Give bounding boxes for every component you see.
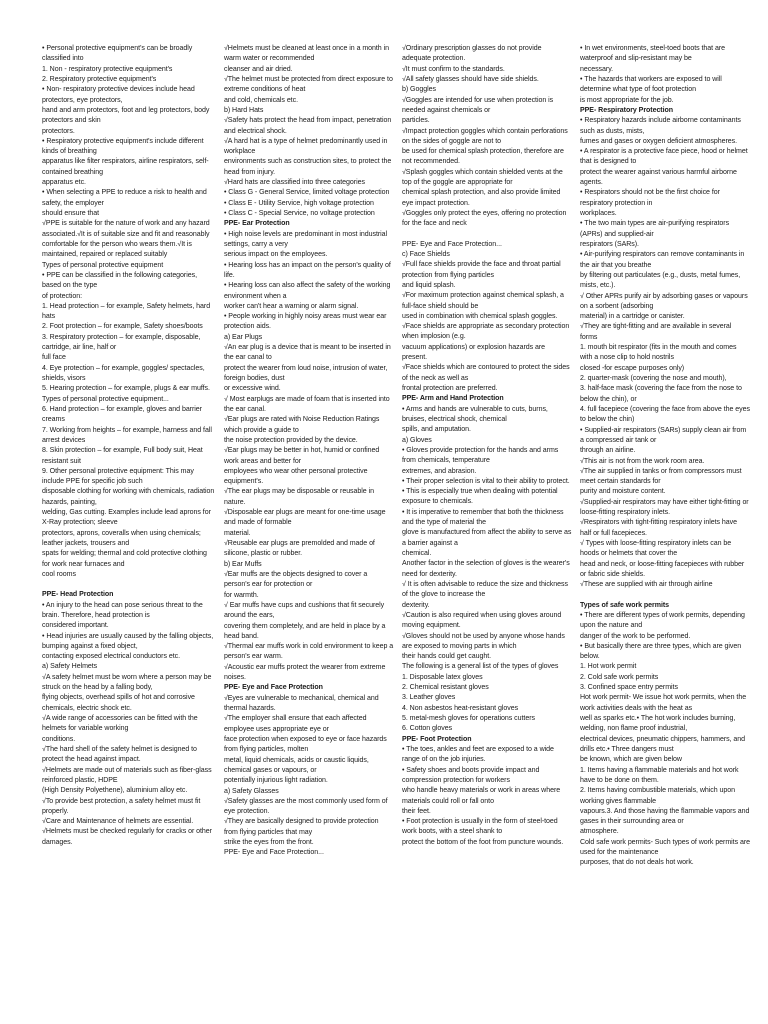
text-line: or excessive wind. xyxy=(223,385,281,393)
text-line: considered important. xyxy=(42,622,109,630)
text-line: √Ordinary prescription glasses do not provide adequate protection. xyxy=(401,45,544,63)
text-line: well as sparks etc.• The hot work includes burning, welding, non flame proof industrial, xyxy=(580,715,738,733)
text-line: √The hard shell of the safety helmet is designed to protect the head against impact. xyxy=(42,745,199,764)
text-line: √Supplied-air respirators may have either tight-fitting or loose-fitting respiratory inlets. xyxy=(580,498,751,517)
section-heading: PPE- Head Protection xyxy=(42,591,114,599)
text-line: 1. Hot work permit xyxy=(580,663,637,671)
text-line: a) Gloves xyxy=(401,436,432,444)
text-line: cool rooms xyxy=(42,570,76,578)
text-line: √These are supplied with air through airline xyxy=(580,581,713,589)
text-line: • People working in highly noisy areas must wear ear protection aids. xyxy=(223,313,389,331)
text-line: PPE- Eye and Face Protection... xyxy=(223,849,324,857)
text-line: √Thermal ear muffs work in cold environment to keep a person's ear warm. xyxy=(223,643,396,661)
text-line: for warmth. xyxy=(223,591,259,599)
text-line: spills, and amputation. xyxy=(401,426,471,434)
text-line: welding, Gas cutting. Examples include lead aprons for X-Ray protection; sleeve xyxy=(42,509,213,527)
text-line: √Gloves should not be used by anyone whose hands are exposed to moving parts in which xyxy=(401,632,567,650)
text-line: √The employer shall ensure that each affected employee uses appropriate eye or xyxy=(223,715,369,733)
text-line: glove is manufactured from affect the ability to serve as a barrier against a xyxy=(401,529,574,547)
text-line: 4. Non asbestos heat-resistant gloves xyxy=(401,704,519,712)
text-line: √A wide range of accessories can be fitted with the helmets for variable working xyxy=(42,715,200,733)
text-line: • Non- respiratory protective devices include head protectors, eye protectors, xyxy=(42,86,197,104)
text-line: 2. Foot protection – for example, Safety shoes/boots xyxy=(42,323,203,331)
text-line: used in combination with chemical splash goggles. xyxy=(401,312,558,320)
text-line: • Respirators should not be the first choice for respiratory protection in xyxy=(580,189,722,207)
text-line: 2. quarter-mask (covering the nose and mouth), xyxy=(580,375,727,382)
text-line: dexterity. xyxy=(401,601,430,609)
text-line: √Disposable ear plugs are meant for one-time usage and made of formable xyxy=(223,509,388,527)
text-line: vacuum applications) or explosion hazards are present. xyxy=(401,343,547,362)
text-line: 1. Non - respiratory protective equipment's xyxy=(42,65,173,73)
text-line: • The toes, ankles and feet are exposed to a wide range of on the job injuries. xyxy=(401,745,556,764)
text-line: 2. Respiratory protective equipment's xyxy=(42,75,157,83)
text-line: • A respirator is a protective face piece, hood or helmet that is designed to xyxy=(580,148,750,166)
text-line: √Respirators with tight-fitting respiratory inlets have half or full facepieces. xyxy=(580,519,739,537)
text-line: • Their proper selection is vital to their ability to protect. xyxy=(401,477,570,485)
section-heading: Types of safe work permits xyxy=(580,601,670,609)
text-line: √To provide best protection, a safety helmet must fit properly. xyxy=(42,797,203,815)
text-line: √The air supplied in tanks or from compressors must meet certain standards for xyxy=(580,467,744,486)
text-line: √Helmets must be checked regularly for cracks or other damages. xyxy=(42,828,214,846)
text-line: 3. Leather gloves xyxy=(401,694,456,702)
text-line: 2. Cold safe work permits xyxy=(580,673,659,681)
text-line: • Personal protective equipment's can be broadly classified into xyxy=(42,45,195,63)
text-line: serious impact on the employees. xyxy=(223,251,328,259)
text-line: • High noise levels are predominant in most industrial settings, carry a very xyxy=(223,230,389,248)
text-line: √Reusable ear plugs are premolded and made of silicone, plastic or rubber. xyxy=(223,540,377,558)
text-line: • When selecting a PPE to reduce a risk to health and safety, the employer xyxy=(42,189,209,207)
text-line: workplaces. xyxy=(580,210,617,217)
text-line: apparatus etc. xyxy=(42,179,86,187)
text-line: a) Ear Plugs xyxy=(223,333,263,341)
text-line: b) Goggles xyxy=(401,86,436,94)
text-line: √This air is not from the work room area. xyxy=(580,457,705,465)
text-line: √For maximum protection against chemical splash, a full-face shield should be xyxy=(401,292,566,310)
text-line: their feet. xyxy=(401,807,431,815)
text-line: 7. Working from heights – for example, harness and fall arrest devices xyxy=(42,426,214,444)
text-line: and liquid splash. xyxy=(401,281,456,289)
text-line: √They are tight-fitting and are available in several forms xyxy=(580,323,734,341)
text-line: √Face shields are appropriate as secondary protection when implosion (e.g. xyxy=(401,323,572,341)
text-line: employees who wear other personal protective equipment's. xyxy=(223,467,370,486)
text-line: √Face shields which are contoured to protect the sides of the neck as well as xyxy=(401,364,572,382)
text-line: be used for chemical splash protection, therefore are not recommended. xyxy=(401,148,566,166)
text-line: full face xyxy=(42,354,66,362)
text-line: 3. half-face mask (covering the face from the nose to below the chin), or xyxy=(580,385,744,403)
text-line: Cold safe work permits- Such types of work permits are used for the maintenance xyxy=(580,838,752,857)
text-line: disposable clothing for working with chemicals, radiation hazards, painting, xyxy=(42,488,217,506)
text-line: √Acoustic ear muffs protect the wearer from extreme noises. xyxy=(223,663,388,682)
text-line: 3. Confined space entry permits xyxy=(580,684,678,692)
text-line: respirators (SARs). xyxy=(580,240,639,248)
text-line: • Head injuries are usually caused by the falling objects, bumping against a fixed object, xyxy=(42,632,216,650)
text-line: be known, which are given below xyxy=(580,756,682,764)
text-line: Another factor in the selection of gloves is the wearer's need for dexterity. xyxy=(401,560,572,578)
text-line: √An ear plug is a device that is meant to be inserted in the ear canal to xyxy=(223,344,393,362)
text-line: √Safety glasses are the most commonly used form of eye protection. xyxy=(223,797,390,816)
text-line: necessary. xyxy=(580,65,614,73)
text-line: fumes and gases or oxygen deficient atmospheres. xyxy=(580,137,738,145)
text-line: chemical splash protection, and also provide limited eye impact protection. xyxy=(401,189,563,207)
text-line: 4. Eye protection – for example, goggles/ spectacles, shields, visors xyxy=(42,364,207,382)
text-column-4 xyxy=(580,44,750,1024)
text-line: √Safety hats protect the head from impact, penetration and electrical shock. xyxy=(223,117,394,135)
text-line: • But basically there are three types, which are given below. xyxy=(580,642,744,661)
text-line: chemical. xyxy=(401,550,432,557)
text-line: purposes, that do not deals hot work. xyxy=(580,859,694,867)
text-line: should ensure that xyxy=(42,210,100,217)
text-line: 9. Other personal protective equipment: This may include PPE for specific job such xyxy=(42,467,196,486)
text-column-1 xyxy=(42,44,216,1024)
section-heading: PPE- Respiratory Protection xyxy=(580,106,674,114)
text-line: • In wet environments, steel-toed boots that are waterproof and slip-resistant may be xyxy=(580,45,727,63)
text-line: 2. Items having combustible materials, which upon working gives flammable xyxy=(580,787,737,805)
section-heading: PPE- Ear Protection xyxy=(223,220,290,228)
text-line: flying objects, overhead spills of hot and corrosive chemicals, electric shock etc. xyxy=(42,694,197,712)
text-line: • Class G - General Service, limited voltage protection xyxy=(223,189,390,197)
text-line: b) Hard Hats xyxy=(223,106,264,114)
text-column-3 xyxy=(402,44,572,1024)
text-line: • Supplied-air respirators (SARs) supply clean air from a compressed air tank or xyxy=(580,426,749,444)
text-line: • An injury to the head can pose serious threat to the brain. Therefore, head protection is xyxy=(42,601,205,619)
paragraph-spacer xyxy=(402,230,572,240)
text-line: 4. full facepiece (covering the face from above the eyes to below the chin) xyxy=(580,405,752,424)
text-line: • Class E - Utility Service, high voltage protection xyxy=(223,199,374,207)
text-line: √It must confirm to the standards. xyxy=(401,65,505,73)
text-line: √Impact protection goggles which contain perforations on the sides of goggle are not to xyxy=(401,127,570,145)
text-line: purity and moisture content. xyxy=(580,488,666,496)
text-line: √Care and Maintenance of helmets are essential. xyxy=(42,818,194,826)
text-line: • Arms and hands are vulnerable to cuts, burns, bruises, electrical shock, chemical xyxy=(401,405,550,423)
text-line: √ Ear muffs have cups and cushions that fit securely around the ears, xyxy=(223,601,387,620)
text-line: head and neck, or loose-fitting facepieces with rubber or fabric side shields. xyxy=(580,560,747,578)
text-line: strike the eyes from the front. xyxy=(223,839,314,847)
text-line: √A safety helmet must be worn where a person may be struck on the head by a falling body, xyxy=(42,673,214,692)
text-line: electrical devices, pneumatic chippers, hammers, and drills etc.• Three dangers must xyxy=(580,735,747,753)
section-heading: PPE- Arm and Hand Protection xyxy=(401,395,504,403)
text-line: protect the bottom of the foot from puncture wounds. xyxy=(401,838,564,846)
text-line: • Class C - Special Service, no voltage protection xyxy=(223,210,375,217)
text-line: • Safety shoes and boots provide impact and compression protection for workers xyxy=(401,766,542,784)
text-line: • Air-purifying respirators can remove contaminants in the air that you breathe xyxy=(580,251,747,269)
text-line: potentially injurious light radiation. xyxy=(223,777,328,785)
text-line: Types of personal protective equipment... xyxy=(42,395,169,403)
text-line: closed -for escape purposes only) xyxy=(580,364,685,372)
text-line: √Full face shields provide the face and throat partial protection from flying particles xyxy=(401,261,563,279)
text-line: protect the wearer against various harmful airborne agents. xyxy=(580,168,739,187)
text-line: apparatus like filter respirators, airline respirators, self- contained breathing xyxy=(42,158,211,176)
text-line: frontal protection are preferred. xyxy=(401,385,498,392)
text-line: • The two main types are air-purifying respirators (APRs) and supplied-air xyxy=(580,220,731,238)
text-line: (High Density Polyethene), aluminium alloy etc. xyxy=(42,787,188,795)
text-line: 5. metal-mesh gloves for operations cutters xyxy=(401,715,535,722)
text-line: √Splash goggles which contain shielded vents at the top of the goggle are appropriate for xyxy=(401,168,565,187)
text-line: extremes, and abrasion. xyxy=(401,467,477,475)
text-line: a) Safety Helmets xyxy=(42,663,98,671)
text-line: √ It is often advisable to reduce the size and thickness of the glove to increase the xyxy=(401,580,570,599)
text-line: contacting exposed electrical conductors etc. xyxy=(42,653,180,661)
text-line: √ Most earplugs are made of foam that is inserted into the ear canal. xyxy=(223,395,392,413)
text-line: material. xyxy=(223,529,251,537)
text-line: • Foot protection is usually in the form of steel-toed work boots, with a steel shank to xyxy=(401,818,560,836)
text-line: of protection: xyxy=(42,292,83,300)
text-line: √Ear plugs may be better in hot, humid or confined work areas and better for xyxy=(223,447,382,465)
text-line: √ Other APRs purify air by adsorbing gases or vapours on a sorbent (adsorbing xyxy=(580,292,750,310)
text-line: 2. Chemical resistant gloves xyxy=(401,684,489,692)
text-line: protectors, aprons, coveralls when using chemicals; leather jackets, trousers and xyxy=(42,529,203,547)
text-line: by filtering out particulates (e.g., dusts, metal fumes, mists, etc.). xyxy=(580,271,743,290)
text-line: danger of the work to be performed. xyxy=(580,632,691,640)
text-line: protectors. xyxy=(42,127,75,135)
section-heading: PPE- Foot Protection xyxy=(401,735,472,743)
text-line: the noise protection provided by the device. xyxy=(223,436,358,444)
paragraph-spacer xyxy=(580,591,750,601)
text-line: PPE- Eye and Face Protection... xyxy=(401,240,502,248)
text-line: b) Ear Muffs xyxy=(223,560,262,568)
text-line: atmosphere. xyxy=(580,828,619,836)
text-line: • This is especially true when dealing with potential exposure to chemicals. xyxy=(401,488,560,506)
text-line: • It is imperative to remember that both the thickness and the type of material the xyxy=(401,508,566,527)
text-line: covering them completely, and are held in place by a head band. xyxy=(223,622,388,640)
text-line: 8. Skin protection – for example, Full body suit, Heat resistant suit xyxy=(42,447,205,465)
text-line: 3. Respiratory protection – for example, disposable, cartridge, air line, half or xyxy=(42,333,203,352)
text-line: is most appropriate for the job. xyxy=(580,96,674,104)
text-line: vapours.3. And those having the flammable vapors and gases in their surrounding area or xyxy=(580,807,752,826)
text-line: protect the wearer from loud noise, intrusion of water, foreign bodies, dust xyxy=(223,364,390,382)
text-line: √Goggles only protect the eyes, offering no protection for the face and neck xyxy=(401,210,569,228)
text-line: their hands could get caught. xyxy=(401,653,492,661)
text-line: √PPE is suitable for the nature of work and any hazard associated.√It is of suitable size and fit and reasonably comfortable for the person who wears them.√It is maintained, repaired or replaced suitably xyxy=(42,220,212,259)
text-line: worker can't hear a warning or alarm signal. xyxy=(223,302,359,310)
text-line: and cold, chemicals etc. xyxy=(223,96,298,104)
text-line: • Respiratory protective equipment's include different kinds of breathing xyxy=(42,137,206,156)
text-line: • There are different types of work permits, depending upon the nature and xyxy=(580,611,747,630)
text-line: conditions. xyxy=(42,735,76,743)
text-line: √They are basically designed to provide protection from flying particles that may xyxy=(223,818,381,836)
text-line: material) in a cartridge or canister. xyxy=(580,313,685,321)
text-line: a) Safety Glasses xyxy=(223,787,279,795)
text-line: particles. xyxy=(401,117,430,125)
text-line: √ Types with loose-fitting respiratory inlets can be hoods or helmets that cover the xyxy=(580,540,734,558)
text-line: c) Face Shields xyxy=(401,250,450,258)
paragraph-spacer xyxy=(42,580,216,590)
text-line: √All safety glasses should have side shields. xyxy=(401,75,539,83)
text-line: • Respiratory hazards include airborne contaminants such as dusts, mists, xyxy=(580,117,743,135)
text-line: √Ear plugs are rated with Noise Reduction Ratings which provide a guide to xyxy=(223,416,382,434)
text-line: √Ear muffs are the objects designed to cover a person's ear for protection or xyxy=(223,570,370,589)
text-line: spats for welding; thermal and cold protective clothing for work near furnaces and xyxy=(42,550,209,568)
text-line: Types of personal protective equipment xyxy=(42,261,164,269)
text-line: • Gloves provide protection for the hands and arms from chemicals, temperature xyxy=(401,446,561,465)
text-line: √The ear plugs may be disposable or reusable in nature. xyxy=(223,488,376,506)
text-line: 1. mouth bit respirator (fits in the mouth and comes with a nose clip to hold nostrils xyxy=(580,344,739,362)
text-line: hand and arm protectors, foot and leg protectors, body protectors and skin xyxy=(42,106,212,125)
text-line: √A hard hat is a type of helmet predominantly used in workplace xyxy=(223,137,390,156)
text-line: • The hazards that workers are exposed to will determine what type of foot protection xyxy=(580,75,724,94)
text-line: √Hard hats are classified into three categories xyxy=(223,179,365,187)
text-line: √Caution is also required when using gloves around moving equipment. xyxy=(401,611,564,630)
section-heading: PPE- Eye and Face Protection xyxy=(223,684,323,692)
text-line: Hot work permit- We issue hot work permits, when the work activities deals with the heat as xyxy=(580,694,748,712)
text-line: through an airline. xyxy=(580,447,636,455)
text-line: √Helmets are made out of materials such as fiber-glass reinforced plastic, HDPE xyxy=(42,766,214,784)
text-line: 1. Head protection – for example, Safety helmets, hard hats xyxy=(42,302,213,321)
text-line: • Hearing loss has an impact on the person's quality of life. xyxy=(223,261,393,279)
text-line: 1. Disposable latex gloves xyxy=(401,673,483,681)
text-line: cleanser and air dried. xyxy=(223,65,293,73)
text-line: environments such as construction sites, to protect the head from injury. xyxy=(223,158,394,176)
text-line: 6. Cotton gloves xyxy=(401,725,453,733)
text-line: √Goggles are intended for use when protection is needed against chemicals or xyxy=(401,96,556,114)
text-line: √The helmet must be protected from direct exposure to extreme conditions of heat xyxy=(223,75,395,94)
text-line: • Hearing loss can also affect the safety of the working environment when a xyxy=(223,282,393,300)
text-line: √Eyes are vulnerable to mechanical, chemical and thermal hazards. xyxy=(223,694,381,712)
text-line: √Helmets must be cleaned at least once in a month in warm water or recommended xyxy=(223,45,391,63)
text-line: 6. Hand protection – for example, gloves and barrier creams xyxy=(42,405,204,424)
text-line: The following is a general list of the types of gloves xyxy=(401,663,559,671)
text-line: 5. Hearing protection – for example, plugs & ear muffs. xyxy=(42,385,210,393)
text-line: • PPE can be classified in the following categories, based on the type xyxy=(42,271,199,290)
text-line: metal, liquid chemicals, acids or caustic liquids, chemical gases or vapours, or xyxy=(223,756,371,774)
text-column-2 xyxy=(224,44,394,1024)
text-line: who handle heavy materials or work in areas where materials could roll or fall onto xyxy=(401,787,563,805)
text-line: 1. Items having a flammable materials and hot work have to be done on them. xyxy=(580,766,741,784)
text-line: face protection when exposed to eye or face hazards from flying particles, molten xyxy=(223,735,389,754)
